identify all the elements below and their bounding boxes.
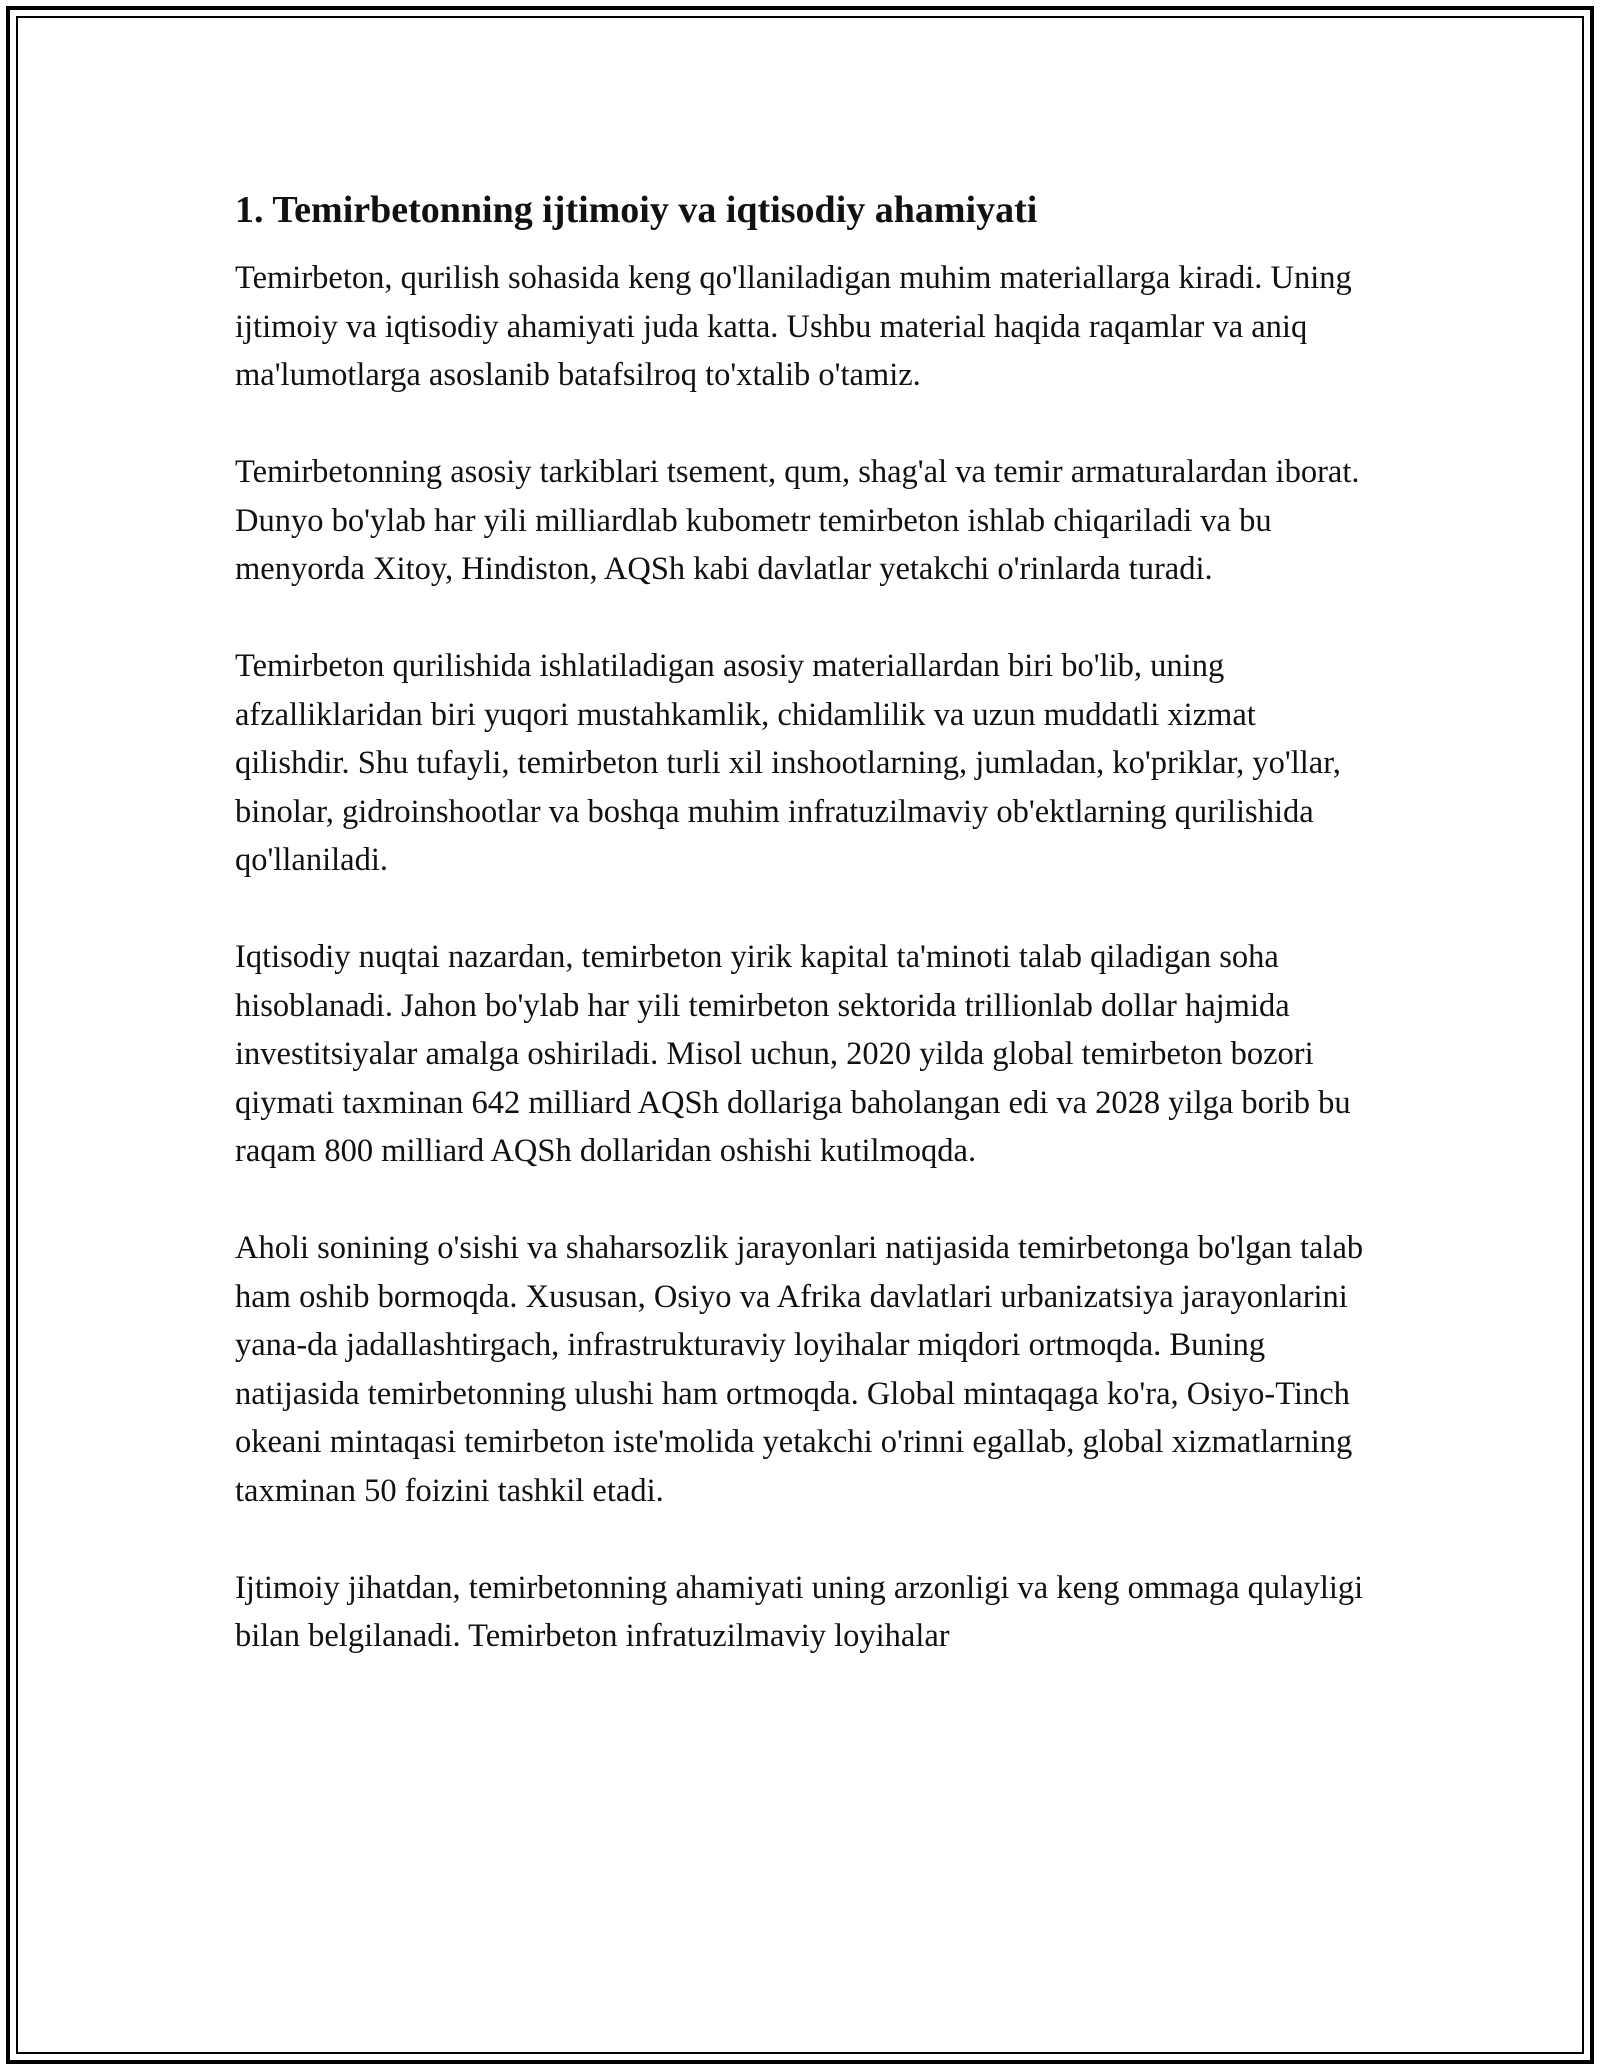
paragraph: Temirbeton, qurilish sohasida keng qo'llaniladigan muhim materiallarga kiradi. Uning ijtimoiy va iqtisodiy ahamiyati juda katta. Ushbu material haqida raqamlar va aniq ma'lumotlarga asoslanib batafsilroq to'xtalib o'tamiz. <box>235 260 1352 393</box>
paragraph: Aholi sonining o'sishi va shaharsozlik jarayonlari natijasida temirbetonga bo'lgan talab ham oshib bormoqda. Xususan, Osiyo va Afrika davlatlari urbanizatsiya jarayonlarini yana-da jadallashtirgach, infrastrukturaviy loyihalar miqdori ortmoqda. Buning natijasida temirbetonning ulushi ham ortmoqda. Global mintaqaga ko'ra, Osiyo-Tinch okeani mintaqasi temirbeton iste'molida yetakchi o'rinni egallab, global xizmatlarning taxminan 50 foizini tashkil etadi. <box>235 1230 1364 1509</box>
document-body <box>235 186 1365 1709</box>
paragraph: Temirbeton qurilishida ishlatiladigan asosiy materiallardan biri bo'lib, uning afzalliklaridan biri yuqori mustahkamlik, chidamlilik va uzun muddatli xizmat qilishdir. Shu tufayli, temirbeton turli xil inshootlarning, jumladan, ko'priklar, yo'llar, binolar, gidroinshootlar va boshqa muhim infratuzilmaviy ob'ektlarning qurilishida qo'llaniladi. <box>235 648 1341 878</box>
section-heading: 1. Temirbetonning ijtimoiy va iqtisodiy ahamiyati <box>235 189 1038 231</box>
paragraph: Ijtimoiy jihatdan, temirbetonning ahamiyati uning arzonligi va keng ommaga qulayligi bilan belgilanadi. Temirbeton infratuzilmaviy loyihalar <box>235 1569 1364 1654</box>
paragraph: Temirbetonning asosiy tarkiblari tsement, qum, shag'al va temir armaturalardan iborat. Dunyo bo'ylab har yili milliardlab kubometr temirbeton ishlab chiqariladi va bu menyorda Xitoy, Hindiston, AQSh kabi davlatlar yetakchi o'rinlarda turadi. <box>235 454 1360 587</box>
paragraph: Iqtisodiy nuqtai nazardan, temirbeton yirik kapital ta'minoti talab qiladigan soha hisoblanadi. Jahon bo'ylab har yili temirbeton sektorida trillionlab dollar hajmida investitsiyalar amalga oshiriladi. Misol uchun, 2020 yilda global temirbeton bozori qiymati taxminan 642 milliard AQSh dollariga baholangan edi va 2028 yilga borib bu raqam 800 milliard AQSh dollaridan oshishi kutilmoqda. <box>235 939 1351 1169</box>
